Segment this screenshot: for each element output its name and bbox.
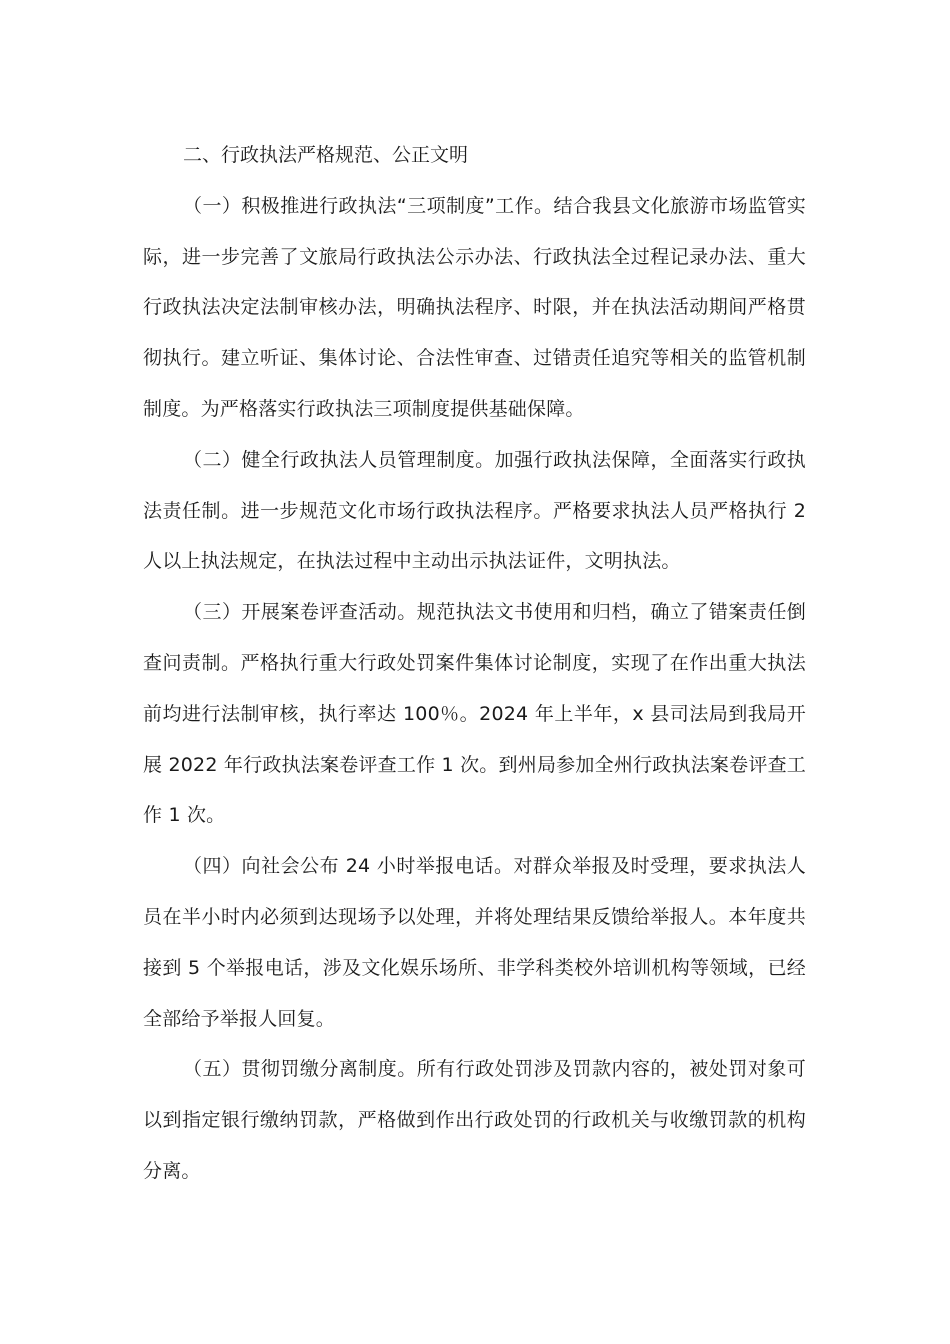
paragraph-3: （三）开展案卷评查活动。规范执法文书使用和归档，确立了错案责任倒查问责制。严格执行重大行政处罚案件集体讨论制度，实现了在作出重大执法前均进行法制审核，执行率达 100％。2024 年上半年，x 县司法局到我局开展 2022 年行政执法案卷评查工作 1 次。到州局参加全州行政执法案卷评查工作 1 次。	[143, 601, 806, 827]
section-heading: 二、行政执法严格规范、公正文明	[183, 144, 469, 166]
paragraph-5: （五）贯彻罚缴分离制度。所有行政处罚涉及罚款内容的，被处罚对象可以到指定银行缴纳罚款，严格做到作出行政处罚的行政机关与收缴罚款的机构分离。	[143, 1058, 806, 1182]
document-body	[143, 130, 806, 1197]
paragraph-4: （四）向社会公布 24 小时举报电话。对群众举报及时受理，要求执法人员在半小时内必须到达现场予以处理，并将处理结果反馈给举报人。本年度共接到 5 个举报电话，涉及文化娱乐场所、非学科类校外培训机构等领域，已经全部给予举报人回复。	[143, 855, 806, 1030]
paragraph-1: （一）积极推进行政执法“三项制度”工作。结合我县文化旅游市场监管实际，进一步完善了文旅局行政执法公示办法、行政执法全过程记录办法、重大行政执法决定法制审核办法，明确执法程序、时限，并在执法活动期间严格贯彻执行。建立听证、集体讨论、合法性审查、过错责任追究等相关的监管机制制度。为严格落实行政执法三项制度提供基础保障。	[143, 194, 806, 420]
paragraph-2: （二）健全行政执法人员管理制度。加强行政执法保障，全面落实行政执法责任制。进一步规范文化市场行政执法程序。严格要求执法人员严格执行 2 人以上执法规定，在执法过程中主动出示执法证件，文明执法。	[143, 448, 806, 573]
